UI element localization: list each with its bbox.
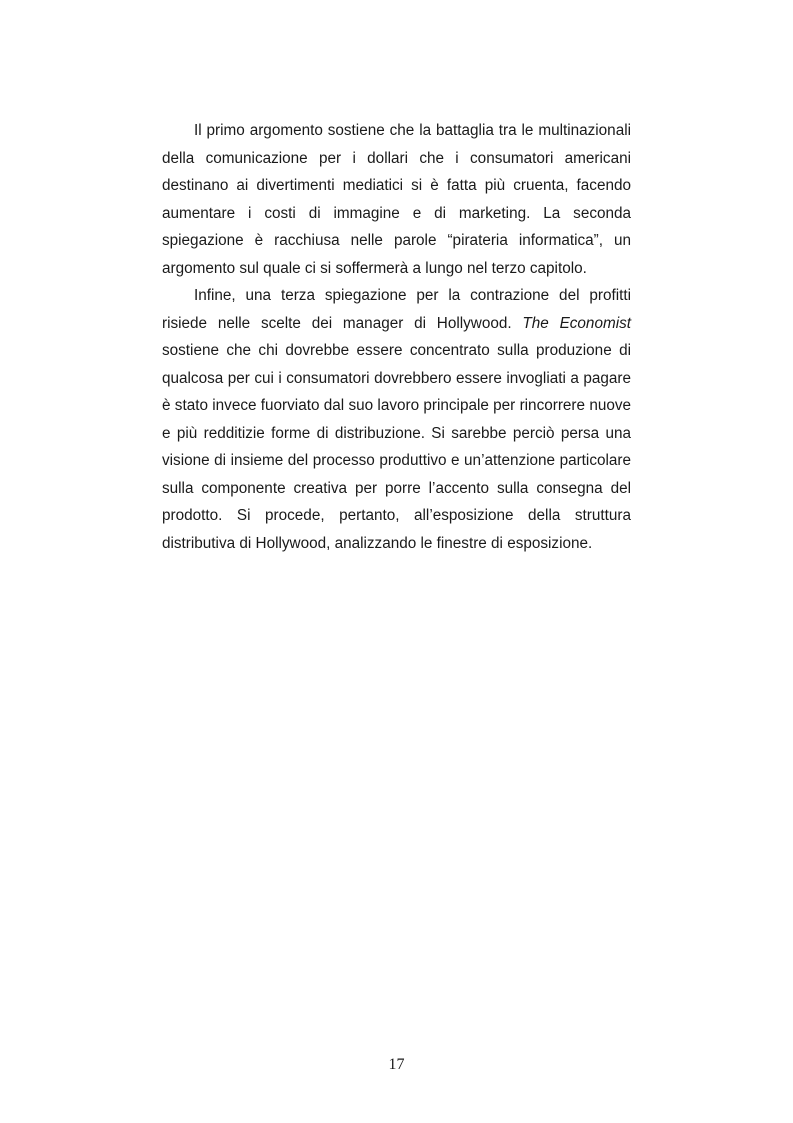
paragraph-2-text-start: Infine, una terza spiegazione per la contrazione del profitti risiede nelle scelte dei manager di Hollywood. [162, 287, 631, 332]
publication-title: The Economist [522, 314, 631, 332]
page-number: 17 [388, 1056, 405, 1073]
paragraph-1-text: Il primo argomento sostiene che la battaglia tra le multinazionali della comunicazione per i dollari che i consumatori americani destinano ai divertimenti mediatici si è fatta più cruenta, facendo aumentare i costi di immagine e di marketing. La seconda spiegazione è racchiusa nelle parole “pirateria informatica”, un argomento sul quale ci si soffermerà a lungo nel terzo capitolo. [162, 122, 631, 277]
paragraph-2-text-end: sostiene che chi dovrebbe essere concentrato sulla produzione di qualcosa per cui i consumatori dovrebbero essere invogliati a pagare è stato invece fuorviato dal suo lavoro principale per rincorrere nuove e più redditizie forme di distribuzione. Si sarebbe perciò persa una visione di insieme del processo produttivo e un’attenzione particolare sulla componente creativa per porre l’accento sulla consegna del prodotto. Si procede, pertanto, all’esposizione della struttura distributiva di Hollywood, analizzando le finestre di esposizione. [162, 342, 631, 552]
body-text [162, 117, 631, 557]
paragraph-2 [162, 282, 631, 557]
paragraph-1 [162, 117, 631, 282]
